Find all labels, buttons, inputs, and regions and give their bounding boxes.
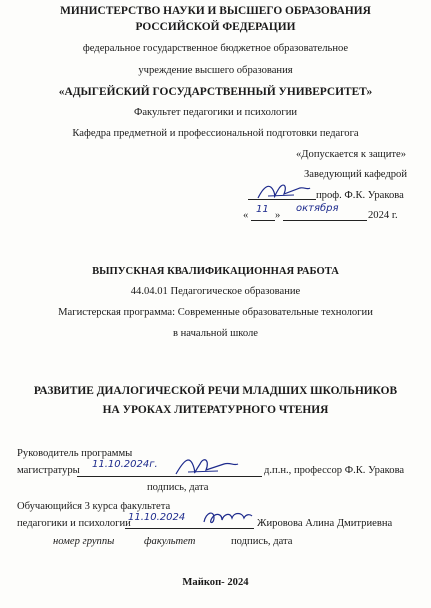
student-label-line2: педагогики и психологии xyxy=(17,518,131,529)
date-month-line xyxy=(283,220,367,221)
student-caption-sign: подпись, дата xyxy=(231,536,293,547)
student-name: Жировова Алина Дмитриевна xyxy=(257,518,393,529)
ministry-line1: МИНИСТЕРСТВО НАУКИ И ВЫСШЕГО ОБРАЗОВАНИЯ xyxy=(60,5,371,17)
ministry-line2: РОССИЙСКОЙ ФЕДЕРАЦИИ xyxy=(135,21,296,33)
supervisor-handwritten-date: 11.10.2024г. xyxy=(92,459,158,470)
institution-type-line2: учреждение высшего образования xyxy=(138,65,293,76)
date-day-line xyxy=(251,220,275,221)
head-signature-image xyxy=(254,178,312,204)
department-name: Кафедра предметной и профессиональной подготовки педагога xyxy=(72,128,359,139)
program-line2: в начальной школе xyxy=(172,328,259,339)
supervisor-label-line2: магистратуры xyxy=(17,465,80,476)
date-close-quote: » xyxy=(275,210,281,221)
direction: 44.04.01 Педагогическое образование xyxy=(130,286,301,297)
student-signature-line xyxy=(125,528,254,529)
date-open-quote: « xyxy=(243,210,249,221)
thesis-title-line1: РАЗВИТИЕ ДИАЛОГИЧЕСКОЙ РЕЧИ МЛАДШИХ ШКОЛЬНИКОВ xyxy=(33,385,398,397)
handwritten-day: 11 xyxy=(256,204,269,215)
institution-type-line1: федеральное государственное бюджетное образовательное xyxy=(82,43,349,54)
head-of-department-title: Заведующий кафедрой xyxy=(304,169,408,180)
admitted-to-defense: «Допускается к защите» xyxy=(296,149,406,160)
supervisor-sign-caption: подпись, дата xyxy=(147,482,209,493)
supervisor-details: д.п.н., профессор Ф.К. Уракова xyxy=(264,465,405,476)
head-of-department-name: проф. Ф.К. Уракова xyxy=(316,190,404,201)
handwritten-month: октября xyxy=(296,203,339,214)
student-label-line1: Обучающийся 3 курса факультета xyxy=(17,501,171,512)
supervisor-label-line1: Руководитель программы xyxy=(17,448,133,459)
program-line1: Магистерская программа: Современные образовательные технологии xyxy=(58,307,373,318)
university-name: «АДЫГЕЙСКИЙ ГОСУДАРСТВЕННЫЙ УНИВЕРСИТЕТ» xyxy=(58,86,373,98)
student-handwritten-date: 11.10.2024 xyxy=(128,512,186,523)
city-year: Майкоп- 2024 xyxy=(182,577,249,588)
thesis-title-line2: НА УРОКАХ ЛИТЕРАТУРНОГО ЧТЕНИЯ xyxy=(102,404,329,416)
student-caption-group: номер группы xyxy=(53,536,115,547)
faculty-name: Факультет педагогики и психологии xyxy=(133,107,298,118)
student-caption-faculty: факультет xyxy=(144,536,196,547)
work-type: ВЫПУСКНАЯ КВАЛИФИКАЦИОННАЯ РАБОТА xyxy=(92,266,339,277)
date-year: 2024 г. xyxy=(368,210,398,221)
student-signature-image xyxy=(200,506,254,528)
supervisor-signature-image xyxy=(172,452,242,480)
